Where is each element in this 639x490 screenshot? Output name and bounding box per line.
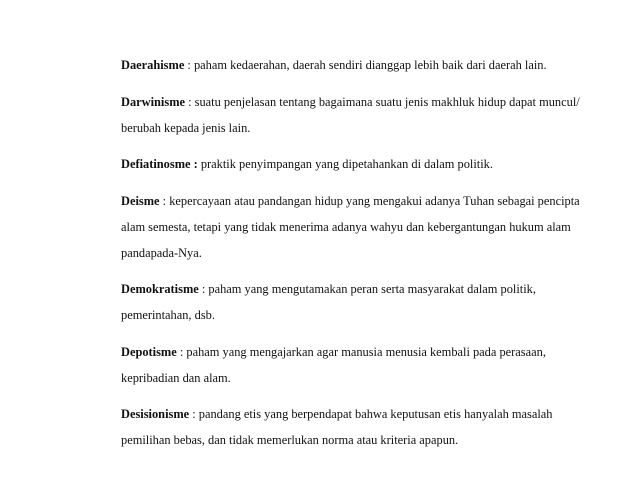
glossary-definition: paham yang mengutamakan peran serta masyarakat dalam politik, pemerintahan, dsb. <box>121 282 536 322</box>
glossary-term: Depotisme <box>121 344 177 359</box>
glossary-entry-defiatinosme <box>121 151 591 177</box>
glossary-term: Defiatinosme : <box>121 157 198 171</box>
glossary-definition: paham yang mengajarkan agar manusia menusia kembali pada perasaan, kepribadian dan alam. <box>121 344 546 385</box>
glossary-term: Darwinisme <box>121 94 186 109</box>
glossary-entry-daerahisme <box>121 52 591 78</box>
glossary-term: Demokratisme <box>121 282 199 296</box>
glossary-entry-desisionisme <box>121 401 591 453</box>
glossary-entry-darwinisme <box>121 89 591 141</box>
glossary-entry-depotisme <box>121 339 591 391</box>
term-separator: : <box>185 94 195 109</box>
glossary-entry-demokratisme <box>121 276 591 328</box>
glossary-definition: pandang etis yang berpendapat bahwa keputusan etis hanyalah masalah pemilihan bebas, dan tidak memerlukan norma atau kriteria apapun. <box>121 407 553 447</box>
glossary-term: Daerahisme <box>121 58 185 72</box>
glossary-entry-deisme <box>121 188 591 266</box>
glossary-definition: paham kedaerahan, daerah sendiri dianggap lebih baik dari daerah lain. <box>193 58 547 72</box>
term-separator: : <box>184 58 194 72</box>
glossary-definition: suatu penjelasan tentang bagaimana suatu jenis makhluk hidup dapat muncul/ berubah kepada jenis lain. <box>121 94 580 135</box>
term-separator: : <box>189 407 199 421</box>
glossary-term: Desisionisme <box>121 407 190 421</box>
term-separator: : <box>198 282 209 296</box>
glossary-term: Deisme <box>121 193 160 208</box>
term-separator: : <box>176 344 187 359</box>
term-separator: : <box>159 193 170 208</box>
glossary-definition: kepercayaan atau pandangan hidup yang mengakui adanya Tuhan sebagai pencipta alam semesta, tetapi yang tidak menerima adanya wahyu dan kebergantungan hukum alam pandapada-Nya. <box>121 193 580 260</box>
glossary-list <box>121 52 591 464</box>
glossary-definition: praktik penyimpangan yang dipetahankan di dalam politik. <box>200 157 493 171</box>
